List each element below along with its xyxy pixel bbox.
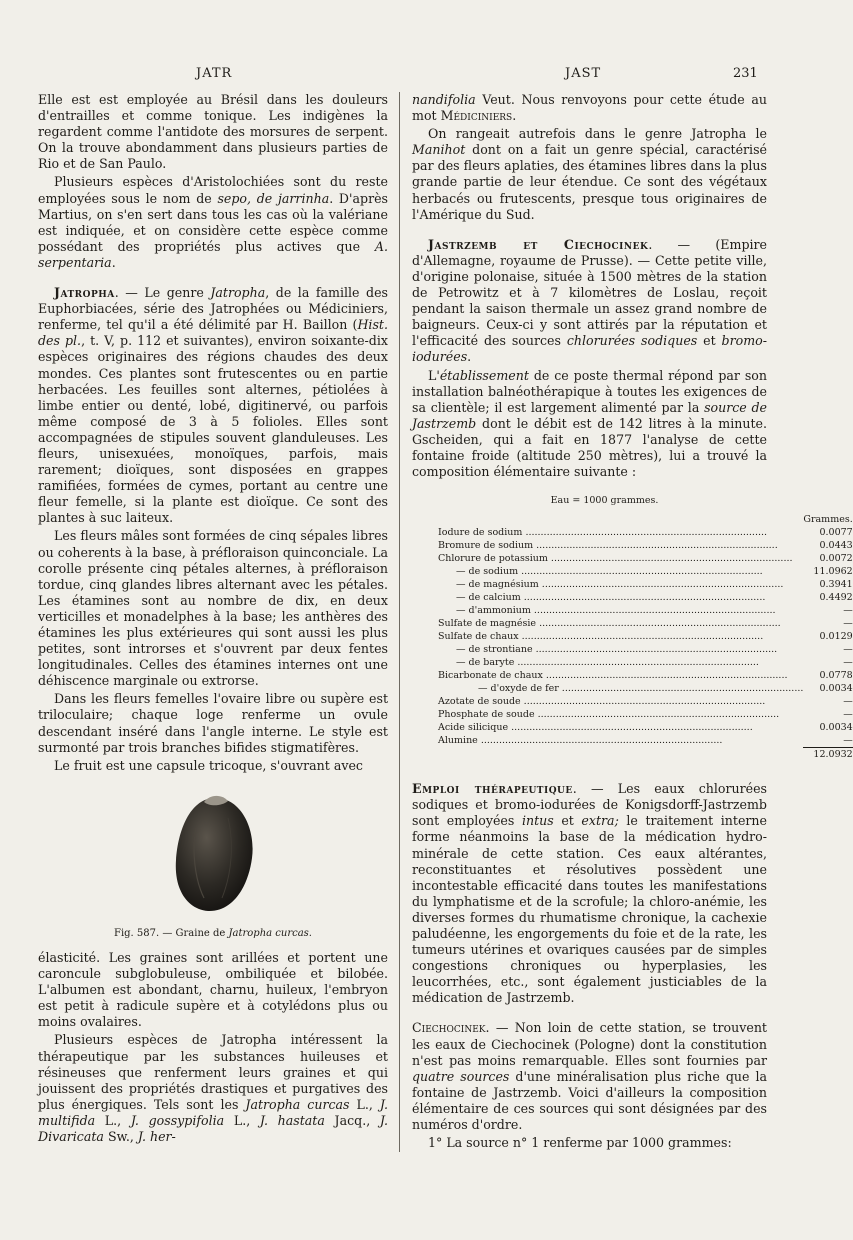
running-head-right: JAST	[565, 66, 602, 81]
table-row: — de strontiane ................................................................................ —	[456, 644, 853, 656]
paragraph: 1° La source n° 1 renferme par 1000 grammes:	[428, 1135, 732, 1151]
entry-ciechocinek: Ciechocinek. — Non loin de cette station, se trouvent les eaux de Ciechocinek (Pologne) dont la constitution n'est pas moins remarquable. Elles sont fournies par quatre sources d'une minéralisation plus riche que la fontaine de Jastrzemb. Voici d'ailleurs la composition élémentaire de ces sources qui sont désignées par des numéros d'ordre.	[412, 1020, 767, 1133]
table-row: Chlorure de potassium ................................................................................ 0.0072	[438, 553, 853, 565]
table-row: — de magnésium ................................................................................ 0.3941	[456, 579, 853, 591]
composition-table	[412, 494, 853, 761]
entry-emploi: Emploi thérapeutique. — Les eaux chlorurées sodiques et bromo-iodurées de Konigsdorff-Jastrzemb sont employées intus et extra; le traitement interne forme néanmoins la base de la médication hydro-minérale de cette station. Ces eaux altérantes, reconstituantes et résolutives possèdent une incontestable efficacité dans toutes les manifestations du lymphatisme et de la scrofule; la chloro-anémie, les diverses formes du rhumatisme chronique, la cachexie paludéenne, les engorgements du foie et de la rate, les tumeurs utérines et ovariques causées par de simples congestions chroniques ou hyperplasies, les leucorrhées, etc., sont également justiciables de la médication de Jastrzemb.	[412, 781, 767, 1006]
seed-illustration	[158, 788, 268, 918]
right-column	[412, 92, 853, 1153]
table-row: Iodure de sodium ................................................................................ 0.0077	[438, 527, 853, 539]
table-row: — de calcium ................................................................................ 0.4492	[456, 592, 853, 604]
entry-heading: Jatropha	[54, 285, 115, 301]
table-row: — d'ammonium ................................................................................ —	[456, 605, 853, 617]
left-column	[38, 92, 388, 1147]
paragraph: nandifolia Veut. Nous renvoyons pour cette étude au mot Médiciniers.	[412, 92, 767, 124]
table-row: — de baryte ................................................................................ —	[456, 657, 853, 669]
figure-caption: Fig. 587. — Graine de Jatropha curcas.	[114, 927, 312, 939]
paragraph: L'établissement de ce poste thermal répond par son installation balnéothérapique à toutes les exigences de sa clientèle; il est largement alimenté par la source de Jastrzemb dont le débit est de 142 litres à la minute. Gscheiden, qui a fait en 1877 l'analyse de cette fontaine froide (altitude 250 mètres), lui a trouvé la composition élémentaire suivante :	[412, 367, 768, 480]
paragraph: élasticité. Les graines sont arillées et portent une caroncule subglobuleuse, ombiliquée et bilobée. L'albumen est abondant, charnu, huileux, l'embryon est petit à radicule supère et à cotylédons plus ou moins ovalaires.	[38, 949, 388, 1030]
table-row: Sulfate de chaux ................................................................................ 0.0129	[438, 631, 853, 643]
paragraph: Le fruit est une capsule tricoque, s'ouvrant avec	[54, 757, 363, 773]
table-row: Alumine ................................................................................ —	[438, 735, 853, 747]
paragraph: Plusieurs espèces de Jatropha intéressent la thérapeutique par les substances huileuses et résineuses que renferment leurs graines et qui jouissent des propriétés drastiques et purgatives des plus énergiques. Tels sont les Jatropha curcas L., J. multifida L., J. gossypifolia L., J. hastata Jacq., J. Divaricata Sw., J. her-	[38, 1032, 388, 1144]
entry-heading: Emploi thérapeutique	[412, 781, 573, 797]
table-total-row: 12.0932	[438, 748, 853, 762]
paragraph: Elle est est employée au Brésil dans les douleurs d'entrailles et comme tonique. Les indigènes la regardent comme l'antidote des morsures de serpent. On la trouve abondamment dans plusieurs parties de Rio et de San Paulo.	[38, 92, 388, 172]
paragraph: Les fleurs mâles sont formées de cinq sépales libres ou coherents à la base, à préfloraison quinconciale. La corolle présente cinq pétales alternes, à préfloraison tordue, cinq glandes libres alternant avec les pétales. Les étamines sont au nombre de dix, en deux verticilles et monadelphes à la base; les anthères des étamines les plus extérieures qui sont aussi les plus petites, sont introrses et s'ouvrent par deux fentes longitudinales. Celles des étamines internes ont une déhiscence marginale ou extrorse.	[38, 528, 388, 689]
table-row: Phosphate de soude ................................................................................ —	[438, 709, 853, 721]
entry-jatropha: Jatropha. — Le genre Jatropha, de la famille des Euphorbiacées, série des Jatrophées ou Médiciniers, renferme, tel qu'il a été délimité par H. Baillon (Hist. des pl., t. V, p. 112 et suivantes), environ soixante-dix espèces originaires des régions chaudes des deux mondes. Ces plantes sont frutescentes ou en partie herbacées. Les feuilles sont alternes, pétiolées à limbe entier ou denté, lobé, digitinervé, ou parfois même composé de 3 à 5 folioles. Elles sont accompagnées de stipules souvent glanduleuses. Les fleurs, unisexuées, monoïques, parfois, mais rarement; dioïques, sont disposées en grappes ramifiées, formées de cymes, portant au centre une fleur femelle, si la plante est dioïque. Ce sont des plantes à suc laiteux.	[38, 285, 389, 526]
paragraph: Plusieurs espèces d'Aristolochiées sont du reste employées sous le nom de sepo, de jarrinha. D'après Martius, on s'en sert dans tous les cas où la valériane est indiquée, et on considère cette espèce comme possédant des propriétés plus actives que A. serpentaria.	[38, 174, 388, 270]
page-number: 231	[733, 66, 758, 81]
table-unit: Grammes.	[803, 514, 853, 526]
paragraph: On rangeait autrefois dans le genre Jatropha le Manihot dont on a fait un genre spécial, caractérisé par des fleurs aplaties, des étamines libres dans la plus grande partie de leur étendue. Ce sont des végétaux herbacés ou frutescents, presque tous originaires de l'Amérique du Sud.	[412, 126, 767, 222]
entry-heading: Ciechocinek	[412, 1020, 486, 1036]
figure-seed	[38, 788, 388, 942]
paragraph: Dans les fleurs femelles l'ovaire libre ou supère est triloculaire; chaque loge renferme un ovule descendant inséré dans l'angle interne. Le style est surmonté par trois branches bifides stigmatifères.	[38, 691, 388, 755]
column-divider	[399, 92, 400, 1152]
running-head-left: JATR	[196, 66, 233, 81]
table-row: Bromure de sodium ................................................................................ 0.0443	[438, 540, 853, 552]
table-row: — de sodium ................................................................................ 11.0962	[456, 566, 853, 578]
table-row: Sulfate de magnésie ................................................................................ —	[438, 618, 853, 630]
table-title: Eau = 1000 grammes.	[550, 495, 659, 507]
entry-jastrzemb: Jastrzemb et Ciechocinek. — (Empire d'Allemagne, royaume de Prusse). — Cette petite ville, d'origine polonaise, située à 1500 mètres de la station de Petrowitz et à 7 kilomètres de Loslau, reçoit pendant la saison thermale un assez grand nombre de baigneurs. Ceux-ci y sont attirés par la réputation et l'efficacité des sources chlorurées sodiques et bromo-iodurées.	[412, 236, 768, 365]
entry-heading: Jastrzemb et Ciechocinek	[428, 236, 649, 252]
table-row: — d'oxyde de fer ................................................................................ 0.0034	[478, 683, 853, 695]
table-row: Bicarbonate de chaux ................................................................................ 0.0778	[438, 670, 853, 682]
table-row: Acide silicique ................................................................................ 0.0034	[438, 722, 853, 734]
table-row: Azotate de soude ................................................................................ —	[438, 696, 853, 708]
